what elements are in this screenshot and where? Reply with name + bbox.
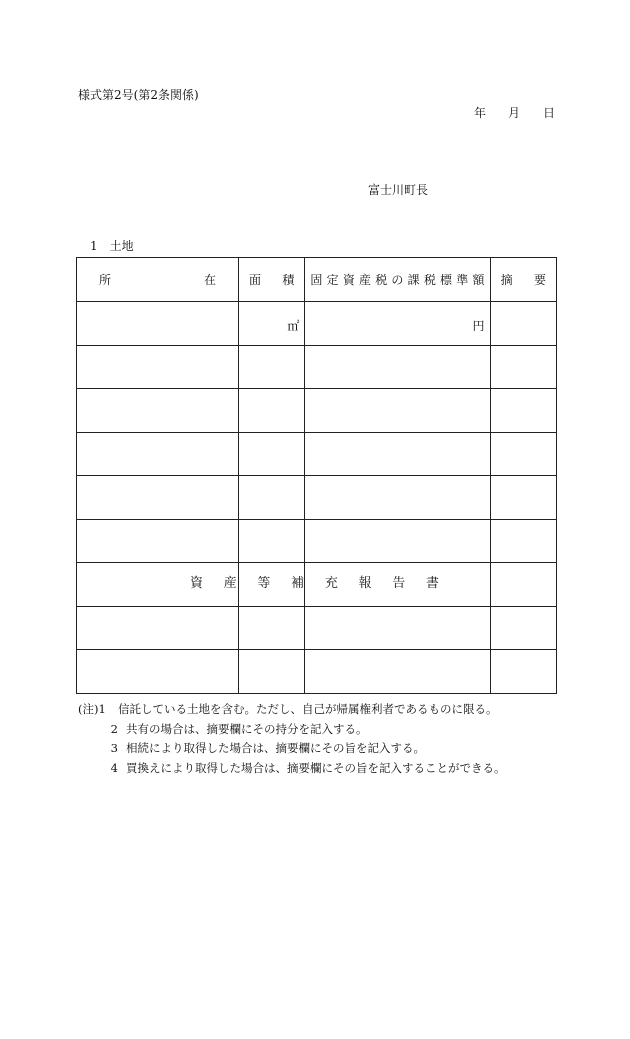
- cell-area[interactable]: [239, 345, 305, 389]
- header-char: 税: [423, 273, 436, 287]
- header-location: [77, 258, 239, 302]
- table-row: [77, 432, 557, 476]
- table-row: [77, 606, 557, 650]
- cell-remarks[interactable]: [490, 345, 556, 389]
- cell-tax-base[interactable]: [305, 650, 490, 694]
- cell-location[interactable]: [77, 432, 239, 476]
- table-row: [77, 389, 557, 433]
- cell-tax-base[interactable]: [305, 563, 490, 607]
- title-char: 書: [425, 576, 440, 591]
- cell-remarks[interactable]: [490, 476, 556, 520]
- cell-location[interactable]: [77, 650, 239, 694]
- header-char: 面: [249, 273, 262, 287]
- header-char: 準: [456, 273, 469, 287]
- tax-base-unit: 円: [472, 319, 485, 333]
- header-char: 標: [440, 273, 453, 287]
- table-row: [77, 476, 557, 520]
- cell-tax-base[interactable]: [305, 519, 490, 563]
- cell-remarks[interactable]: [490, 606, 556, 650]
- cell-location[interactable]: [77, 389, 239, 433]
- header-char: 要: [533, 273, 546, 287]
- cell-area[interactable]: [239, 563, 305, 607]
- title-char: 資: [190, 576, 205, 591]
- header-area: [239, 258, 305, 302]
- note-item: [78, 739, 506, 759]
- title-char: 充: [324, 576, 339, 591]
- header-char: 摘: [500, 273, 513, 287]
- note-item: [78, 700, 506, 720]
- title-char: 告: [392, 576, 407, 591]
- cell-remarks[interactable]: [490, 389, 556, 433]
- cell-location[interactable]: [77, 563, 239, 607]
- header-remarks: [490, 258, 556, 302]
- note-item: [78, 759, 506, 779]
- cell-location[interactable]: [77, 476, 239, 520]
- header-char: 定: [326, 273, 339, 287]
- title-char: 補: [291, 576, 306, 591]
- table-row: [77, 563, 557, 607]
- cell-remarks[interactable]: [490, 563, 556, 607]
- header-char: の: [391, 273, 404, 287]
- note-number: 4: [110, 760, 118, 775]
- header-char: 固: [310, 273, 323, 287]
- header-tax-base: [305, 258, 490, 302]
- cell-remarks[interactable]: [490, 650, 556, 694]
- note-number: 3: [110, 741, 118, 755]
- header-char: 産: [359, 273, 372, 287]
- title-char: 報: [358, 576, 373, 591]
- cell-remarks[interactable]: [490, 519, 556, 563]
- cell-tax-base[interactable]: [305, 302, 490, 346]
- cell-area[interactable]: [239, 302, 305, 346]
- cell-remarks[interactable]: [490, 302, 556, 346]
- cell-location[interactable]: [77, 302, 239, 346]
- cell-area[interactable]: [239, 389, 305, 433]
- section-label: 1 土地: [90, 239, 134, 253]
- table-row: [77, 345, 557, 389]
- header-char: 税: [375, 273, 388, 287]
- note-number: 2: [110, 721, 118, 736]
- cell-remarks[interactable]: [490, 432, 556, 476]
- header-char: 在: [203, 273, 216, 287]
- table-row: [77, 519, 557, 563]
- header-char: 資: [342, 273, 355, 287]
- table-row: [77, 650, 557, 694]
- land-table: [76, 257, 557, 694]
- note-text: 相続により取得した場合は、摘要欄にその旨を記入する。: [126, 741, 425, 755]
- note-text: 信託している土地を含む。ただし、自己が帰属権利者であるものに限る。: [118, 702, 498, 716]
- note-text: 共有の場合は、摘要欄にその持分を記入する。: [126, 721, 368, 736]
- header-char: 所: [99, 273, 112, 287]
- cell-area[interactable]: [239, 650, 305, 694]
- date-year: 年: [474, 106, 487, 120]
- cell-location[interactable]: [77, 345, 239, 389]
- cell-area[interactable]: [239, 519, 305, 563]
- notes: [78, 700, 506, 778]
- cell-area[interactable]: [239, 606, 305, 650]
- cell-tax-base[interactable]: [305, 606, 490, 650]
- date-day: 日: [543, 106, 556, 120]
- title-char: 等: [257, 576, 272, 591]
- cell-tax-base[interactable]: [305, 432, 490, 476]
- header-char: 積: [282, 273, 295, 287]
- table-header-row: [77, 258, 557, 302]
- table-row: [77, 302, 557, 346]
- area-unit: ㎡: [287, 319, 300, 333]
- cell-area[interactable]: [239, 476, 305, 520]
- header-char: 額: [472, 273, 485, 287]
- form-label: 様式第2号(第2条関係): [78, 88, 199, 102]
- title-char: 産: [223, 576, 238, 591]
- recipient: 富士川町長: [368, 183, 429, 197]
- cell-tax-base[interactable]: [305, 476, 490, 520]
- date-month: 月: [508, 106, 521, 120]
- cell-location[interactable]: [77, 519, 239, 563]
- note-prefix: (注)1: [78, 702, 106, 716]
- cell-area[interactable]: [239, 432, 305, 476]
- cell-tax-base[interactable]: [305, 389, 490, 433]
- cell-tax-base[interactable]: [305, 345, 490, 389]
- header-char: 課: [407, 273, 420, 287]
- note-item: [78, 720, 506, 740]
- note-text: 買換えにより取得した場合は、摘要欄にその旨を記入することができる。: [126, 760, 506, 775]
- cell-location[interactable]: [77, 606, 239, 650]
